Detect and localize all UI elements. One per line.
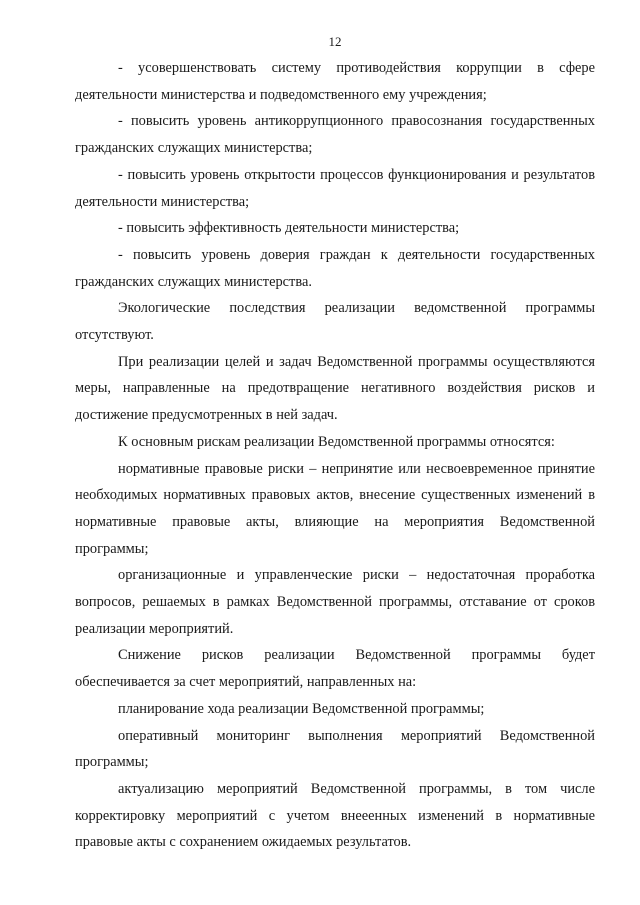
paragraph-organizational-risks: организационные и управленческие риски – недостаточная проработка вопросов, решаемых в рамках Ведомственной программы, отставание от сроков реализации мероприятий. xyxy=(75,567,595,637)
paragraph-planning: планирование хода реализации Ведомственной программы; xyxy=(118,700,485,717)
paragraph-risk-measures: При реализации целей и задач Ведомственной программы осуществляются меры, направленные на предотвращение негативного воздействия рисков и достижение предусмотренных в ней задач. xyxy=(75,353,595,424)
paragraph-goal-trust: - повысить уровень доверия граждан к деятельности государственных гражданских служащих министерства. xyxy=(75,246,595,290)
paragraph-monitoring: оперативный мониторинг выполнения мероприятий Ведомственной программы; xyxy=(75,727,595,771)
page-number: 12 xyxy=(328,34,342,49)
paragraph-ecological-consequences: Экологические последствия реализации ведомственной программы отсутствуют. xyxy=(75,300,595,344)
paragraph-goal-legal-awareness: - повысить уровень антикоррупционного правосознания государственных гражданских служащих министерства; xyxy=(75,113,595,157)
paragraph-regulatory-risks: нормативные правовые риски – непринятие или несвоевременное принятие необходимых нормативных правовых актов, внесение существенных изменений в нормативные правовые акты, влияющие на мероприятия Ведомственной программы; xyxy=(75,460,595,557)
paragraph-goal-anticorruption-system: - усовершенствовать систему противодействия коррупции в сфере деятельности министерства и подведомственного ему учреждения; xyxy=(75,60,595,103)
paragraph-risk-reduction-intro: Снижение рисков реализации Ведомственной программы будет обеспечивается за счет мероприятий, направленных на: xyxy=(75,647,595,691)
document-page xyxy=(75,33,595,856)
paragraph-goal-efficiency: - повысить эффективность деятельности министерства; xyxy=(118,220,460,237)
paragraph-goal-openness: - повысить уровень открытости процессов функционирования и результатов деятельности министерства; xyxy=(75,166,595,210)
paragraph-main-risks-intro: К основным рискам реализации Ведомственной программы относятся: xyxy=(118,433,555,450)
paragraph-actualization: актуализацию мероприятий Ведомственной программы, в том числе корректировку мероприятий с учетом внееенных изменений в нормативные правовые акты с сохранением ожидаемых результатов. xyxy=(75,780,595,851)
